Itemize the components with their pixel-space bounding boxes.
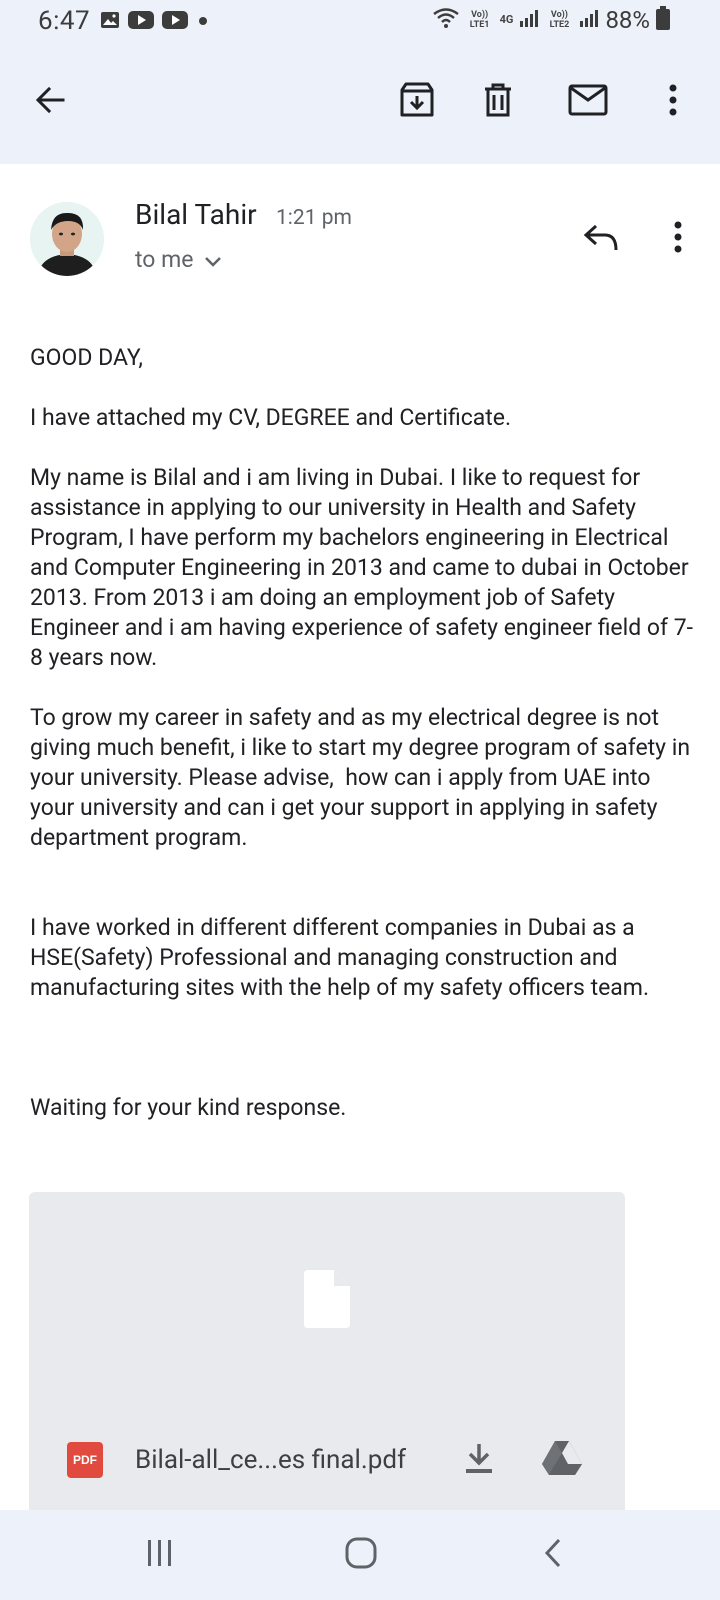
dot-icon (196, 13, 210, 32)
delete-icon (482, 82, 514, 122)
pdf-icon: PDF (67, 1442, 103, 1478)
more-vert-icon (672, 220, 684, 258)
youtube-icon (128, 11, 154, 33)
youtube-icon (162, 11, 188, 33)
attachment-card[interactable] (29, 1192, 625, 1510)
archive-button[interactable] (389, 74, 445, 130)
save-to-drive-button[interactable] (539, 1440, 585, 1480)
recipient-label: to me (135, 246, 194, 273)
sim1-label: Vo)) LTE1 (469, 10, 490, 30)
chevron-down-icon (204, 246, 222, 273)
recent-apps-button[interactable] (135, 1532, 185, 1578)
home-button[interactable] (336, 1532, 386, 1578)
sender-name[interactable]: Bilal Tahir (135, 198, 257, 231)
signal-icon (519, 8, 539, 32)
archive-icon (399, 82, 435, 122)
arrow-back-icon (33, 83, 67, 121)
gallery-icon (100, 10, 120, 34)
download-icon (464, 1442, 494, 1478)
more-options-button[interactable] (645, 74, 701, 130)
status-right (432, 6, 670, 34)
download-button[interactable] (459, 1440, 499, 1480)
toolbar (0, 44, 720, 164)
delete-button[interactable] (470, 74, 526, 130)
message-body (30, 343, 700, 1123)
body-paragraph: I have attached my CV, DEGREE and Certificate. (30, 404, 512, 431)
message-more-button[interactable] (658, 214, 698, 264)
home-icon (345, 1537, 377, 1573)
status-bar (0, 0, 720, 44)
body-paragraph: Waiting for your kind response. (30, 1094, 347, 1121)
file-icon (304, 1270, 350, 1332)
body-paragraph: To grow my career in safety and as my electrical degree is not giving much benefit, i like to start my degree program of safety in your university. Please advise, how can i apply from UAE into your university and can i get your support in applying in safety department program. (30, 704, 696, 851)
mark-unread-button[interactable] (560, 74, 616, 130)
battery-percent: 88% (605, 6, 650, 34)
drive-icon (541, 1440, 583, 1480)
sim1-type: 4G (499, 13, 514, 26)
recipient-details[interactable] (135, 246, 222, 273)
chevron-left-icon (543, 1537, 563, 1573)
reply-button[interactable] (576, 214, 626, 264)
sent-time: 1:21 pm (276, 206, 352, 230)
reply-icon (583, 222, 619, 256)
avatar[interactable] (30, 202, 104, 276)
recent-apps-icon (146, 1538, 174, 1572)
mail-icon (568, 84, 608, 120)
wifi-icon (432, 7, 460, 33)
notification-icons (100, 10, 210, 34)
body-paragraph: GOOD DAY, (30, 344, 143, 371)
back-nav-button[interactable] (528, 1532, 578, 1578)
navigation-bar (0, 1510, 720, 1600)
sim2-label: Vo)) LTE2 (549, 10, 570, 30)
status-time: 6:47 (38, 6, 91, 36)
attachment-file-name[interactable]: Bilal-all_ce...es final.pdf (135, 1445, 407, 1475)
more-vert-icon (667, 83, 679, 121)
body-paragraph: I have worked in different different companies in Dubai as a HSE(Safety) Professional and managing construction and manufacturing sites with the help of my safety officers team. (30, 914, 650, 1001)
battery-icon (656, 6, 670, 34)
back-button[interactable] (22, 74, 78, 130)
signal-icon (579, 8, 599, 32)
body-paragraph: My name is Bilal and i am living in Dubai. I like to request for assistance in applying to our university in Health and Safety Program, I have perform my bachelors engineering in Electrical and Computer Engineering in 2013 and came to dubai in October 2013. From 2013 i am doing an employment job of Safety Engineer and i am having experience of safety engineer field of 7-8 years now. (30, 464, 695, 671)
